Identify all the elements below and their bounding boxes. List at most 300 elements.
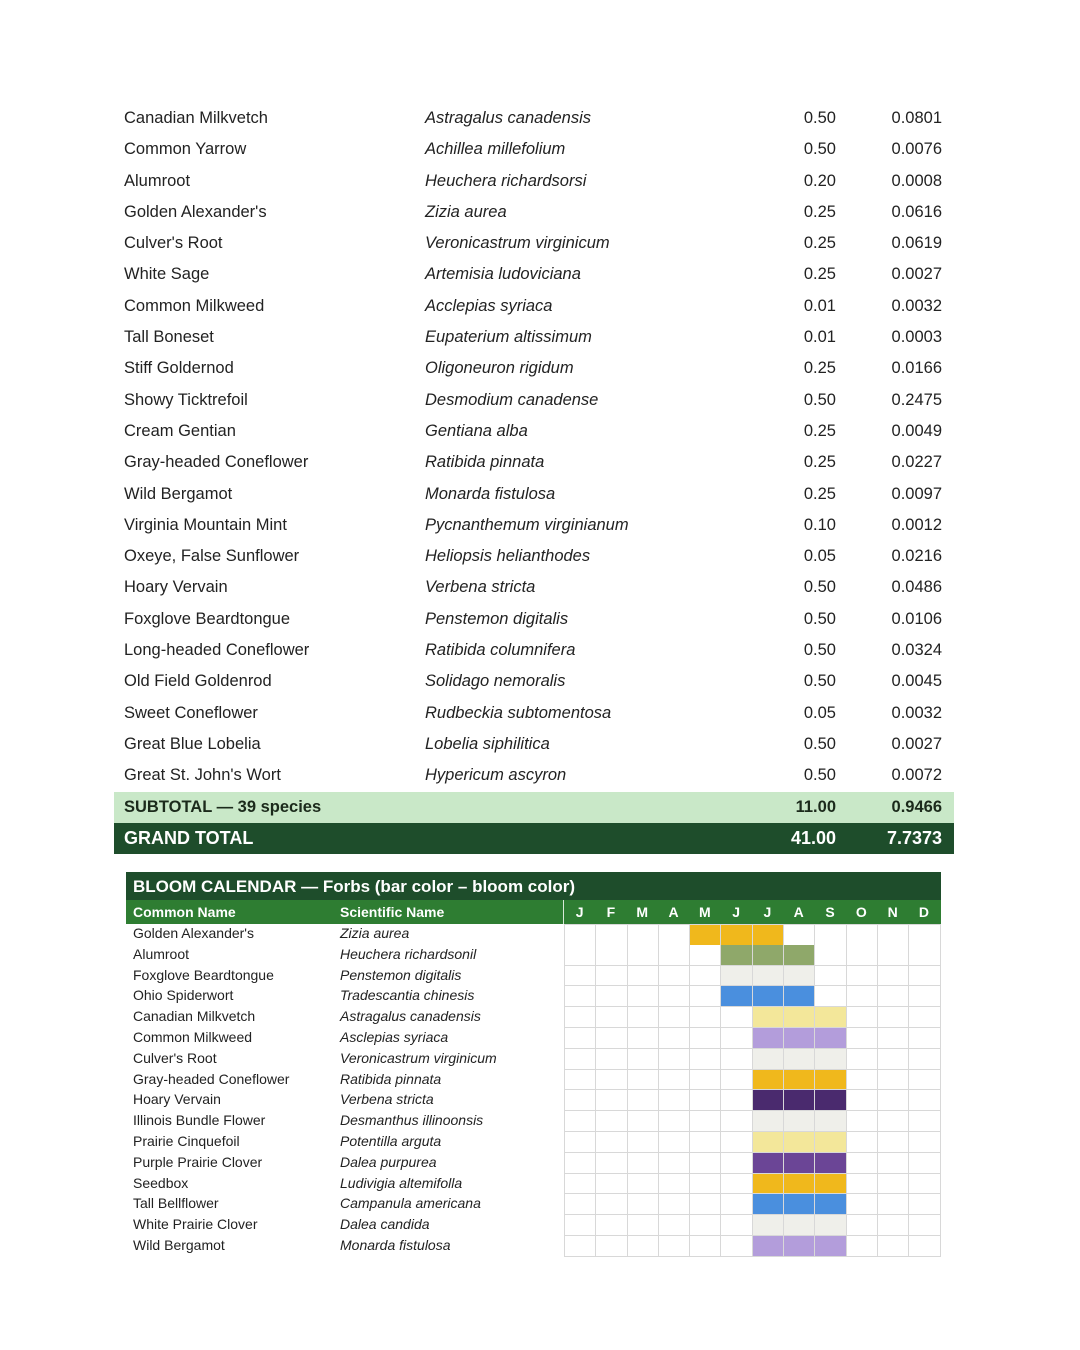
bloom-cell [815, 1194, 846, 1215]
species-row [114, 729, 954, 760]
bloom-cell [784, 945, 815, 966]
empty-month-cell [909, 1194, 940, 1215]
calendar-common-name: White Prairie Clover [133, 1216, 258, 1233]
calendar-row [126, 1153, 941, 1174]
empty-month-cell [596, 1215, 627, 1236]
calendar-header-common: Common Name [133, 904, 236, 920]
empty-month-cell [690, 1111, 721, 1132]
empty-month-cell [690, 966, 721, 987]
species-rate: 0.05 [803, 547, 836, 566]
bloom-cell [721, 986, 752, 1007]
species-weight: 0.0049 [891, 421, 942, 440]
empty-month-cell [847, 1236, 878, 1257]
species-rate: 0.05 [803, 703, 836, 722]
empty-month-cell [847, 1215, 878, 1236]
empty-month-cell [847, 1090, 878, 1111]
species-row [114, 228, 954, 259]
month-label: J [575, 904, 584, 920]
species-scientific-name: Zizia aurea [425, 202, 507, 221]
calendar-common-name: Seedbox [133, 1174, 189, 1191]
empty-month-cell [596, 1194, 627, 1215]
species-row [114, 259, 954, 290]
empty-month-cell [628, 1132, 659, 1153]
species-row [114, 322, 954, 353]
empty-month-cell [596, 1153, 627, 1174]
bloom-cell [784, 986, 815, 1007]
bloom-grid [564, 1174, 941, 1195]
empty-month-cell [847, 1174, 878, 1195]
species-common-name: Long-headed Coneflower [124, 641, 310, 660]
empty-month-cell [659, 1236, 690, 1257]
bloom-cell [784, 966, 815, 987]
calendar-scientific-name: Monarda fistulosa [340, 1236, 451, 1253]
species-rate: 0.10 [803, 515, 836, 534]
subtotal-row [114, 792, 954, 823]
species-weight: 0.0012 [891, 515, 942, 534]
empty-month-cell [596, 1049, 627, 1070]
subtotal-rate: 11.00 [795, 798, 836, 816]
bloom-cell [753, 1007, 784, 1028]
month-label: F [606, 904, 616, 920]
species-rate: 0.20 [803, 171, 836, 190]
empty-month-cell [847, 986, 878, 1007]
species-common-name: Common Yarrow [124, 140, 247, 159]
calendar-scientific-name: Desmanthus illinoonsis [340, 1112, 484, 1129]
calendar-scientific-name: Tradescantia chinesis [340, 987, 475, 1004]
calendar-body [126, 924, 941, 1257]
species-table [114, 103, 954, 792]
species-scientific-name: Veronicastrum virginicum [425, 234, 610, 253]
bloom-grid [564, 1007, 941, 1028]
empty-month-cell [909, 1215, 940, 1236]
empty-month-cell [878, 924, 909, 946]
species-common-name: Canadian Milkvetch [124, 109, 268, 127]
bloom-grid [564, 1028, 941, 1049]
species-weight: 0.0032 [891, 296, 942, 315]
empty-month-cell [721, 1132, 752, 1153]
bloom-cell [784, 1070, 815, 1091]
empty-month-cell [628, 1090, 659, 1111]
species-rate: 0.50 [803, 390, 836, 409]
empty-month-cell [628, 945, 659, 966]
species-common-name: Great Blue Lobelia [124, 734, 261, 753]
species-rate: 0.50 [803, 109, 836, 127]
species-weight: 0.0616 [891, 202, 942, 221]
empty-month-cell [815, 924, 846, 946]
calendar-scientific-name: Ludivigia altemifolla [340, 1174, 463, 1191]
bloom-cell [815, 1070, 846, 1091]
bloom-grid [564, 924, 941, 945]
species-common-name: Golden Alexander's [124, 202, 267, 221]
month-label: D [918, 904, 929, 920]
bloom-cell [753, 1153, 784, 1174]
empty-month-cell [909, 1007, 940, 1028]
bloom-cell [753, 1070, 784, 1091]
empty-month-cell [847, 1070, 878, 1091]
species-weight: 0.0106 [891, 609, 942, 628]
calendar-row [126, 1111, 941, 1132]
empty-month-cell [659, 1007, 690, 1028]
empty-month-cell [878, 1090, 909, 1111]
species-row [114, 134, 954, 165]
calendar-row [126, 1194, 941, 1215]
empty-month-cell [690, 1194, 721, 1215]
calendar-row [126, 966, 941, 987]
species-weight: 0.2475 [891, 390, 942, 409]
empty-month-cell [878, 1174, 909, 1195]
empty-month-cell [847, 1049, 878, 1070]
calendar-scientific-name: Ratibida pinnata [340, 1070, 442, 1087]
bloom-cell [815, 1111, 846, 1132]
bloom-cell [784, 1028, 815, 1049]
bloom-grid [564, 1111, 941, 1132]
species-weight: 0.0027 [891, 734, 942, 753]
bloom-cell [753, 1049, 784, 1070]
empty-month-cell [878, 986, 909, 1007]
empty-month-cell [690, 1090, 721, 1111]
bloom-cell [753, 945, 784, 966]
species-common-name: White Sage [124, 265, 210, 284]
species-weight: 0.0619 [891, 234, 942, 253]
species-rate: 0.25 [803, 234, 836, 253]
empty-month-cell [690, 1132, 721, 1153]
empty-month-cell [659, 1049, 690, 1070]
empty-month-cell [721, 1174, 752, 1195]
species-rate: 0.50 [803, 140, 836, 159]
species-rate: 0.01 [803, 296, 836, 315]
calendar-common-name: Canadian Milkvetch [133, 1008, 256, 1025]
empty-month-cell [564, 1153, 596, 1174]
species-rate: 0.50 [803, 766, 836, 785]
empty-month-cell [909, 1236, 940, 1257]
calendar-scientific-name: Campanula americana [340, 1195, 481, 1212]
empty-month-cell [721, 1070, 752, 1091]
calendar-scientific-name: Dalea purpurea [340, 1153, 437, 1170]
calendar-common-name: Ohio Spiderwort [133, 987, 234, 1004]
species-row [114, 103, 954, 134]
empty-month-cell [878, 1132, 909, 1153]
calendar-row [126, 1132, 941, 1153]
bloom-grid [564, 966, 941, 987]
empty-month-cell [564, 1090, 596, 1111]
empty-month-cell [596, 966, 627, 987]
calendar-common-name: Common Milkweed [133, 1028, 253, 1045]
empty-month-cell [659, 1174, 690, 1195]
empty-month-cell [815, 945, 846, 966]
bloom-cell [815, 1153, 846, 1174]
species-scientific-name: Heuchera richardsorsi [425, 171, 587, 190]
empty-month-cell [815, 966, 846, 987]
species-common-name: Culver's Root [124, 234, 223, 253]
empty-month-cell [564, 986, 596, 1007]
calendar-title: BLOOM CALENDAR — Forbs (bar color – bloom color) [126, 872, 941, 900]
empty-month-cell [909, 1132, 940, 1153]
month-label: S [825, 904, 835, 920]
empty-month-cell [659, 924, 690, 946]
calendar-row [126, 1028, 941, 1049]
bloom-cell [721, 924, 752, 946]
calendar-header-row [126, 900, 941, 924]
species-scientific-name: Ratibida columnifera [425, 641, 576, 660]
species-row [114, 604, 954, 635]
subtotal-label: SUBTOTAL — 39 species [124, 798, 322, 816]
species-rate: 0.25 [803, 453, 836, 472]
calendar-row [126, 924, 941, 945]
empty-month-cell [721, 1215, 752, 1236]
month-label: A [668, 904, 679, 920]
calendar-row [126, 1007, 941, 1028]
bloom-grid [564, 1215, 941, 1236]
empty-month-cell [628, 1236, 659, 1257]
empty-month-cell [659, 986, 690, 1007]
species-row [114, 666, 954, 697]
species-rate: 0.25 [803, 484, 836, 503]
empty-month-cell [596, 1132, 627, 1153]
calendar-scientific-name: Asclepias syriaca [340, 1028, 449, 1045]
species-scientific-name: Astragalus canadensis [425, 109, 592, 127]
empty-month-cell [596, 986, 627, 1007]
species-weight: 0.0166 [891, 359, 942, 378]
empty-month-cell [878, 1215, 909, 1236]
empty-month-cell [721, 1111, 752, 1132]
empty-month-cell [659, 966, 690, 987]
empty-month-cell [690, 1174, 721, 1195]
empty-month-cell [784, 924, 815, 946]
empty-month-cell [628, 966, 659, 987]
species-row [114, 166, 954, 197]
species-scientific-name: Hypericum ascyron [425, 766, 567, 785]
bloom-grid [564, 1194, 941, 1215]
bloom-cell [784, 1132, 815, 1153]
empty-month-cell [909, 1153, 940, 1174]
species-row [114, 572, 954, 603]
species-common-name: Common Milkweed [124, 296, 265, 315]
bloom-grid [564, 1132, 941, 1153]
empty-month-cell [878, 1007, 909, 1028]
empty-month-cell [721, 1007, 752, 1028]
species-rate: 0.25 [803, 421, 836, 440]
grand-total-label: GRAND TOTAL [124, 828, 254, 848]
subtotal-weight: 0.9466 [891, 798, 942, 816]
bloom-cell [784, 1174, 815, 1195]
species-rate: 0.50 [803, 609, 836, 628]
bloom-cell [753, 1028, 784, 1049]
bloom-cell [753, 1111, 784, 1132]
empty-month-cell [847, 945, 878, 966]
calendar-common-name: Tall Bellflower [133, 1195, 219, 1212]
species-common-name: Alumroot [124, 171, 191, 190]
bloom-cell [690, 924, 721, 946]
empty-month-cell [659, 1070, 690, 1091]
species-common-name: Virginia Mountain Mint [124, 515, 287, 534]
grand-total-rate: 41.00 [790, 828, 836, 848]
species-row [114, 510, 954, 541]
empty-month-cell [596, 1111, 627, 1132]
bloom-cell [815, 1028, 846, 1049]
bloom-cell [753, 1174, 784, 1195]
month-label: M [699, 904, 711, 920]
species-row [114, 416, 954, 447]
empty-month-cell [564, 1215, 596, 1236]
empty-month-cell [909, 1111, 940, 1132]
species-row [114, 760, 954, 791]
calendar-row [126, 1215, 941, 1236]
species-row [114, 291, 954, 322]
month-label: J [732, 904, 741, 920]
empty-month-cell [628, 1028, 659, 1049]
empty-month-cell [659, 1090, 690, 1111]
empty-month-cell [721, 1194, 752, 1215]
empty-month-cell [564, 1236, 596, 1257]
species-scientific-name: Eupaterium altissimum [425, 328, 592, 347]
bloom-cell [753, 924, 784, 946]
empty-month-cell [596, 1090, 627, 1111]
species-common-name: Hoary Vervain [124, 578, 228, 597]
bloom-cell [784, 1007, 815, 1028]
calendar-common-name: Purple Prairie Clover [133, 1153, 263, 1170]
calendar-scientific-name: Verbena stricta [340, 1091, 434, 1108]
species-common-name: Oxeye, False Sunflower [124, 547, 300, 566]
species-scientific-name: Monarda fistulosa [425, 484, 556, 503]
empty-month-cell [909, 1090, 940, 1111]
empty-month-cell [628, 1111, 659, 1132]
species-scientific-name: Penstemon digitalis [425, 609, 569, 628]
empty-month-cell [628, 986, 659, 1007]
bloom-cell [784, 1090, 815, 1111]
empty-month-cell [909, 1174, 940, 1195]
empty-month-cell [564, 1194, 596, 1215]
empty-month-cell [847, 966, 878, 987]
calendar-scientific-name: Potentilla arguta [340, 1132, 442, 1149]
species-common-name: Sweet Coneflower [124, 703, 258, 722]
species-rate: 0.25 [803, 265, 836, 284]
species-scientific-name: Heliopsis helianthodes [425, 547, 591, 566]
empty-month-cell [909, 986, 940, 1007]
empty-month-cell [690, 945, 721, 966]
calendar-scientific-name: Veronicastrum virginicum [340, 1049, 497, 1066]
empty-month-cell [847, 1007, 878, 1028]
empty-month-cell [628, 1215, 659, 1236]
empty-month-cell [690, 1007, 721, 1028]
species-scientific-name: Desmodium canadense [425, 390, 599, 409]
species-row [114, 479, 954, 510]
species-weight: 0.0003 [891, 328, 942, 347]
empty-month-cell [628, 1007, 659, 1028]
calendar-scientific-name: Heuchera richardsonil [340, 945, 477, 962]
species-rate: 0.50 [803, 672, 836, 691]
bloom-cell [784, 1049, 815, 1070]
species-scientific-name: Achillea millefolium [425, 140, 566, 159]
bloom-grid [564, 945, 941, 966]
bloom-grid [564, 1070, 941, 1091]
species-common-name: Showy Ticktrefoil [124, 390, 248, 409]
month-label: M [636, 904, 649, 920]
species-rate: 0.50 [803, 641, 836, 660]
species-common-name: Tall Boneset [124, 328, 214, 347]
empty-month-cell [659, 945, 690, 966]
species-scientific-name: Oligoneuron rigidum [425, 359, 574, 378]
empty-month-cell [847, 1153, 878, 1174]
empty-month-cell [690, 1153, 721, 1174]
calendar-scientific-name: Penstemon digitalis [340, 966, 462, 983]
empty-month-cell [564, 1007, 596, 1028]
bloom-cell [784, 1236, 815, 1257]
bloom-grid [564, 1236, 941, 1257]
species-common-name: Wild Bergamot [124, 484, 233, 503]
empty-month-cell [878, 1236, 909, 1257]
species-row [114, 447, 954, 478]
empty-month-cell [847, 1194, 878, 1215]
empty-month-cell [847, 1028, 878, 1049]
empty-month-cell [659, 1028, 690, 1049]
species-weight: 0.0324 [891, 641, 942, 660]
empty-month-cell [721, 1236, 752, 1257]
species-weight: 0.0072 [891, 766, 942, 785]
species-row [114, 541, 954, 572]
empty-month-cell [564, 1070, 596, 1091]
species-rate: 0.25 [803, 202, 836, 221]
species-weight: 0.0076 [891, 140, 942, 159]
bloom-cell [784, 1215, 815, 1236]
grand-total-row [114, 823, 954, 854]
species-scientific-name: Pycnanthemum virginianum [425, 515, 629, 534]
month-label: J [763, 904, 772, 920]
empty-month-cell [628, 924, 659, 946]
empty-month-cell [564, 966, 596, 987]
species-rate: 0.50 [803, 734, 836, 753]
empty-month-cell [909, 924, 940, 946]
grand-total-weight: 7.7373 [886, 828, 942, 848]
calendar-common-name: Hoary Vervain [133, 1091, 221, 1108]
empty-month-cell [847, 1132, 878, 1153]
bloom-calendar [126, 872, 941, 1257]
calendar-row [126, 1049, 941, 1070]
empty-month-cell [596, 924, 627, 946]
species-scientific-name: Gentiana alba [425, 421, 528, 440]
bloom-cell [815, 1215, 846, 1236]
species-weight: 0.0227 [891, 453, 942, 472]
empty-month-cell [721, 1090, 752, 1111]
empty-month-cell [596, 1070, 627, 1091]
empty-month-cell [878, 1070, 909, 1091]
empty-month-cell [596, 1174, 627, 1195]
bloom-cell [784, 1111, 815, 1132]
calendar-scientific-name: Astragalus canadensis [340, 1008, 481, 1025]
bloom-cell [815, 1236, 846, 1257]
empty-month-cell [690, 1215, 721, 1236]
empty-month-cell [878, 1153, 909, 1174]
species-row [114, 385, 954, 416]
bloom-cell [753, 1090, 784, 1111]
empty-month-cell [690, 1236, 721, 1257]
calendar-common-name: Wild Bergamot [133, 1236, 225, 1253]
empty-month-cell [909, 945, 940, 966]
bloom-cell [815, 1090, 846, 1111]
calendar-common-name: Prairie Cinquefoil [133, 1132, 240, 1149]
species-weight: 0.0032 [891, 703, 942, 722]
bloom-cell [815, 1174, 846, 1195]
empty-month-cell [564, 1049, 596, 1070]
calendar-scientific-name: Dalea candida [340, 1216, 430, 1233]
bloom-cell [753, 1194, 784, 1215]
species-common-name: Great St. John's Wort [124, 766, 281, 785]
calendar-common-name: Illinois Bundle Flower [133, 1112, 266, 1129]
bloom-cell [753, 1236, 784, 1257]
calendar-scientific-name: Zizia aurea [340, 925, 410, 941]
empty-month-cell [659, 1194, 690, 1215]
species-scientific-name: Artemisia ludoviciana [425, 265, 581, 284]
species-row [114, 353, 954, 384]
